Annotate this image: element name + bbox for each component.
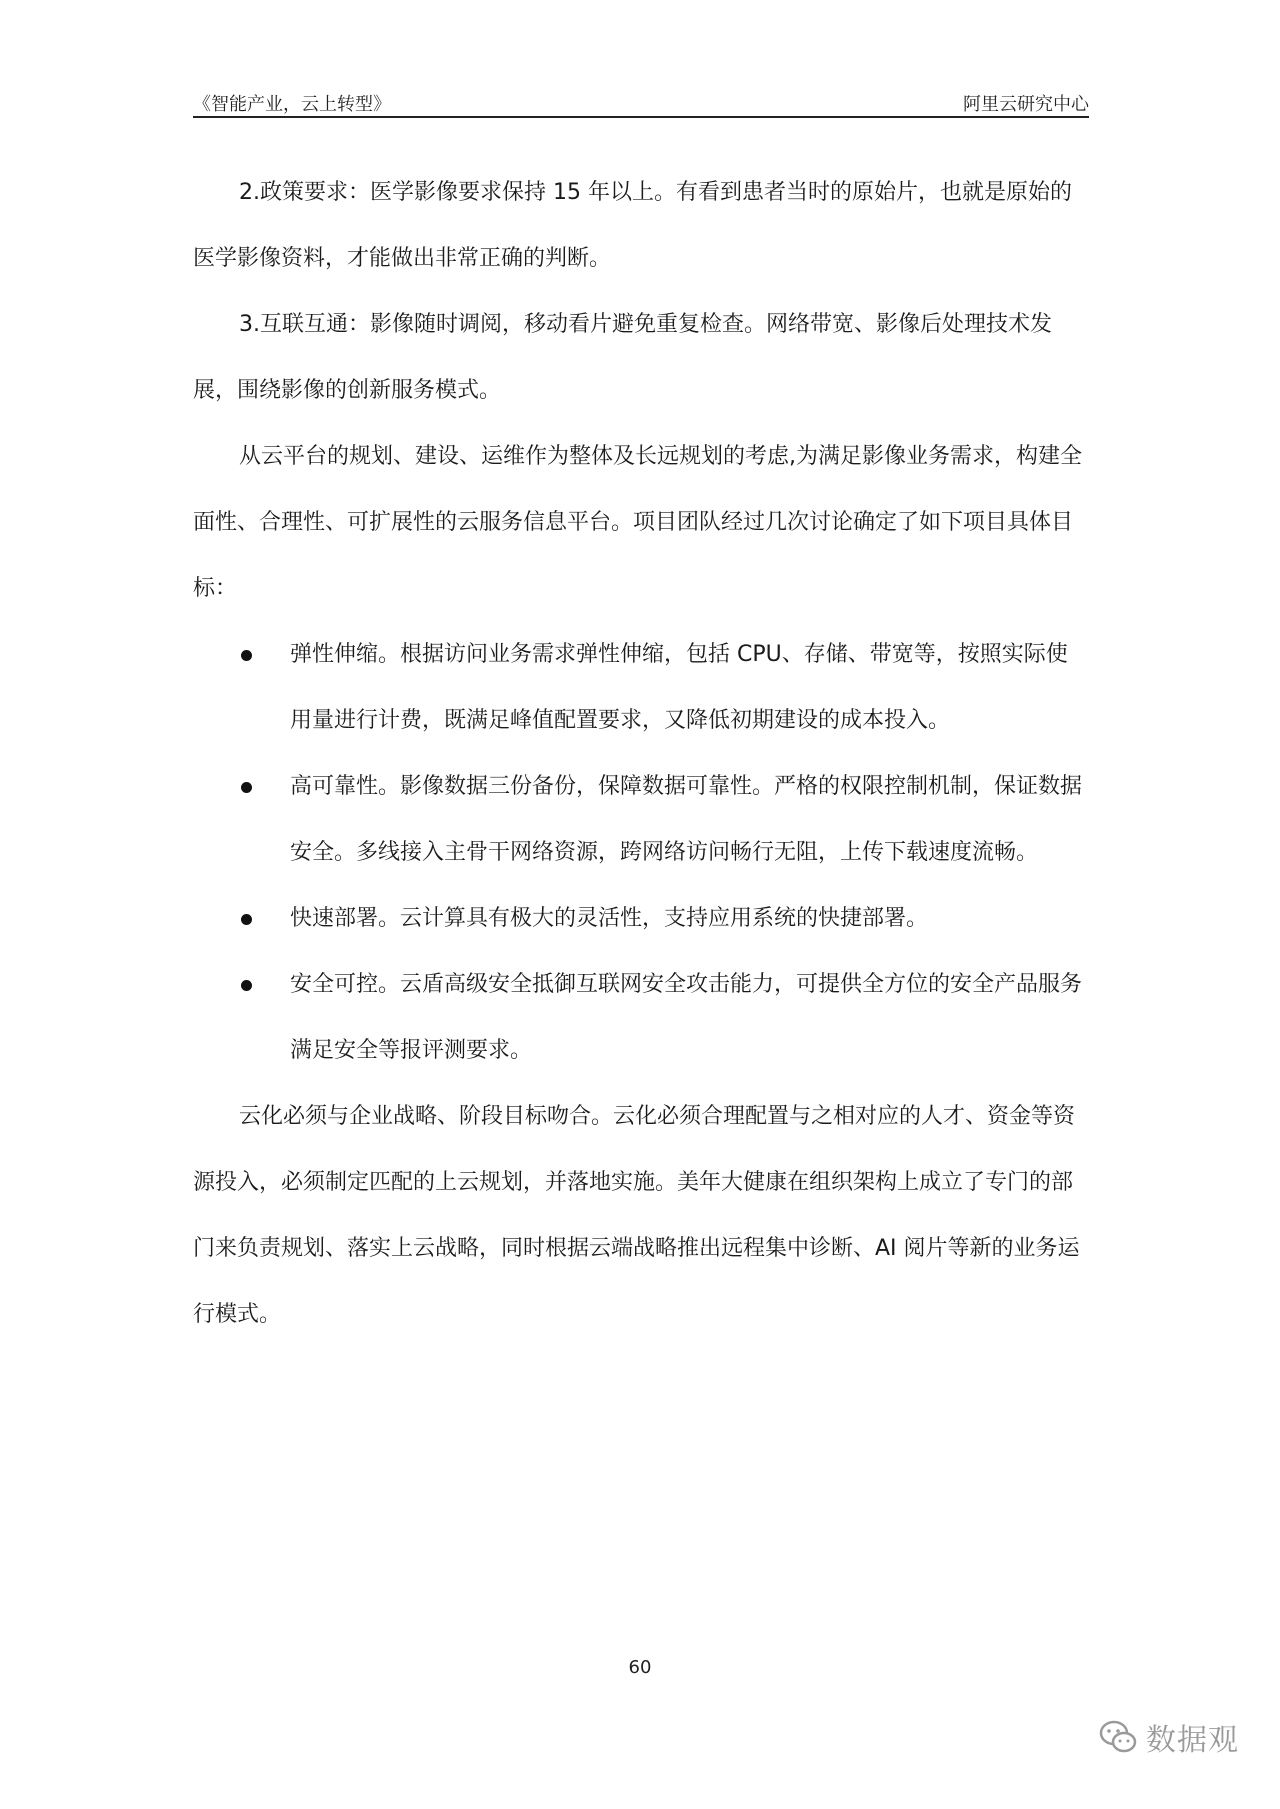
goals-list [193,622,1089,1084]
bullet-icon [241,980,252,991]
list-item-text: 快速部署。云计算具有极大的灵活性，支持应用系统的快捷部署。 [290,906,929,931]
list-item [193,754,1089,886]
bullet-icon [241,782,252,793]
paragraph-cloud-platform: 从云平台的规划、建设、运维作为整体及长远规划的考虑,为满足影像业务需求，构建全面性、合理性、可扩展性的云服务信息平台。项目团队经过几次讨论确定了如下项目具体目标： [193,444,1082,601]
paragraph-policy: 2.政策要求：医学影像要求保持 15 年以上。有看到患者当时的原始片，也就是原始的医学影像资料，才能做出非常正确的判断。 [193,180,1072,271]
list-item [193,886,1089,952]
list-item [193,622,1089,754]
document-body [193,160,1089,1348]
header-title: 《智能产业，云上转型》 [193,94,391,115]
wechat-icon [1098,1717,1138,1757]
list-item-text: 高可靠性。影像数据三份备份，保障数据可靠性。严格的权限控制机制，保证数据安全。多线接入主骨干网络资源，跨网络访问畅行无阻，上传下载速度流畅。 [290,774,1083,865]
paragraph-interconnect: 3.互联互通：影像随时调阅，移动看片避免重复检查。网络带宽、影像后处理技术发展，围绕影像的创新服务模式。 [193,312,1052,403]
watermark-text: 数据观 [1146,1723,1239,1758]
bullet-icon [241,914,252,925]
page-header [193,86,1089,118]
watermark [1098,1712,1239,1762]
list-item-text: 安全可控。云盾高级安全抵御互联网安全攻击能力，可提供全方位的安全产品服务满足安全等报评测要求。 [290,972,1083,1063]
list-item-text: 弹性伸缩。根据访问业务需求弹性伸缩，包括 CPU、存储、带宽等，按照实际使用量进行计费，既满足峰值配置要求，又降低初期建设的成本投入。 [290,642,1068,733]
header-organization: 阿里云研究中心 [963,94,1089,115]
page-number: 60 [628,1657,652,1678]
paragraph-strategy: 云化必须与企业战略、阶段目标吻合。云化必须合理配置与之相对应的人才、资金等资源投入，必须制定匹配的上云规划，并落地实施。美年大健康在组织架构上成立了专门的部门来负责规划、落实上云战略，同时根据云端战略推出远程集中诊断、AI 阅片等新的业务运行模式。 [193,1104,1080,1327]
list-item [193,952,1089,1084]
bullet-icon [241,650,252,661]
